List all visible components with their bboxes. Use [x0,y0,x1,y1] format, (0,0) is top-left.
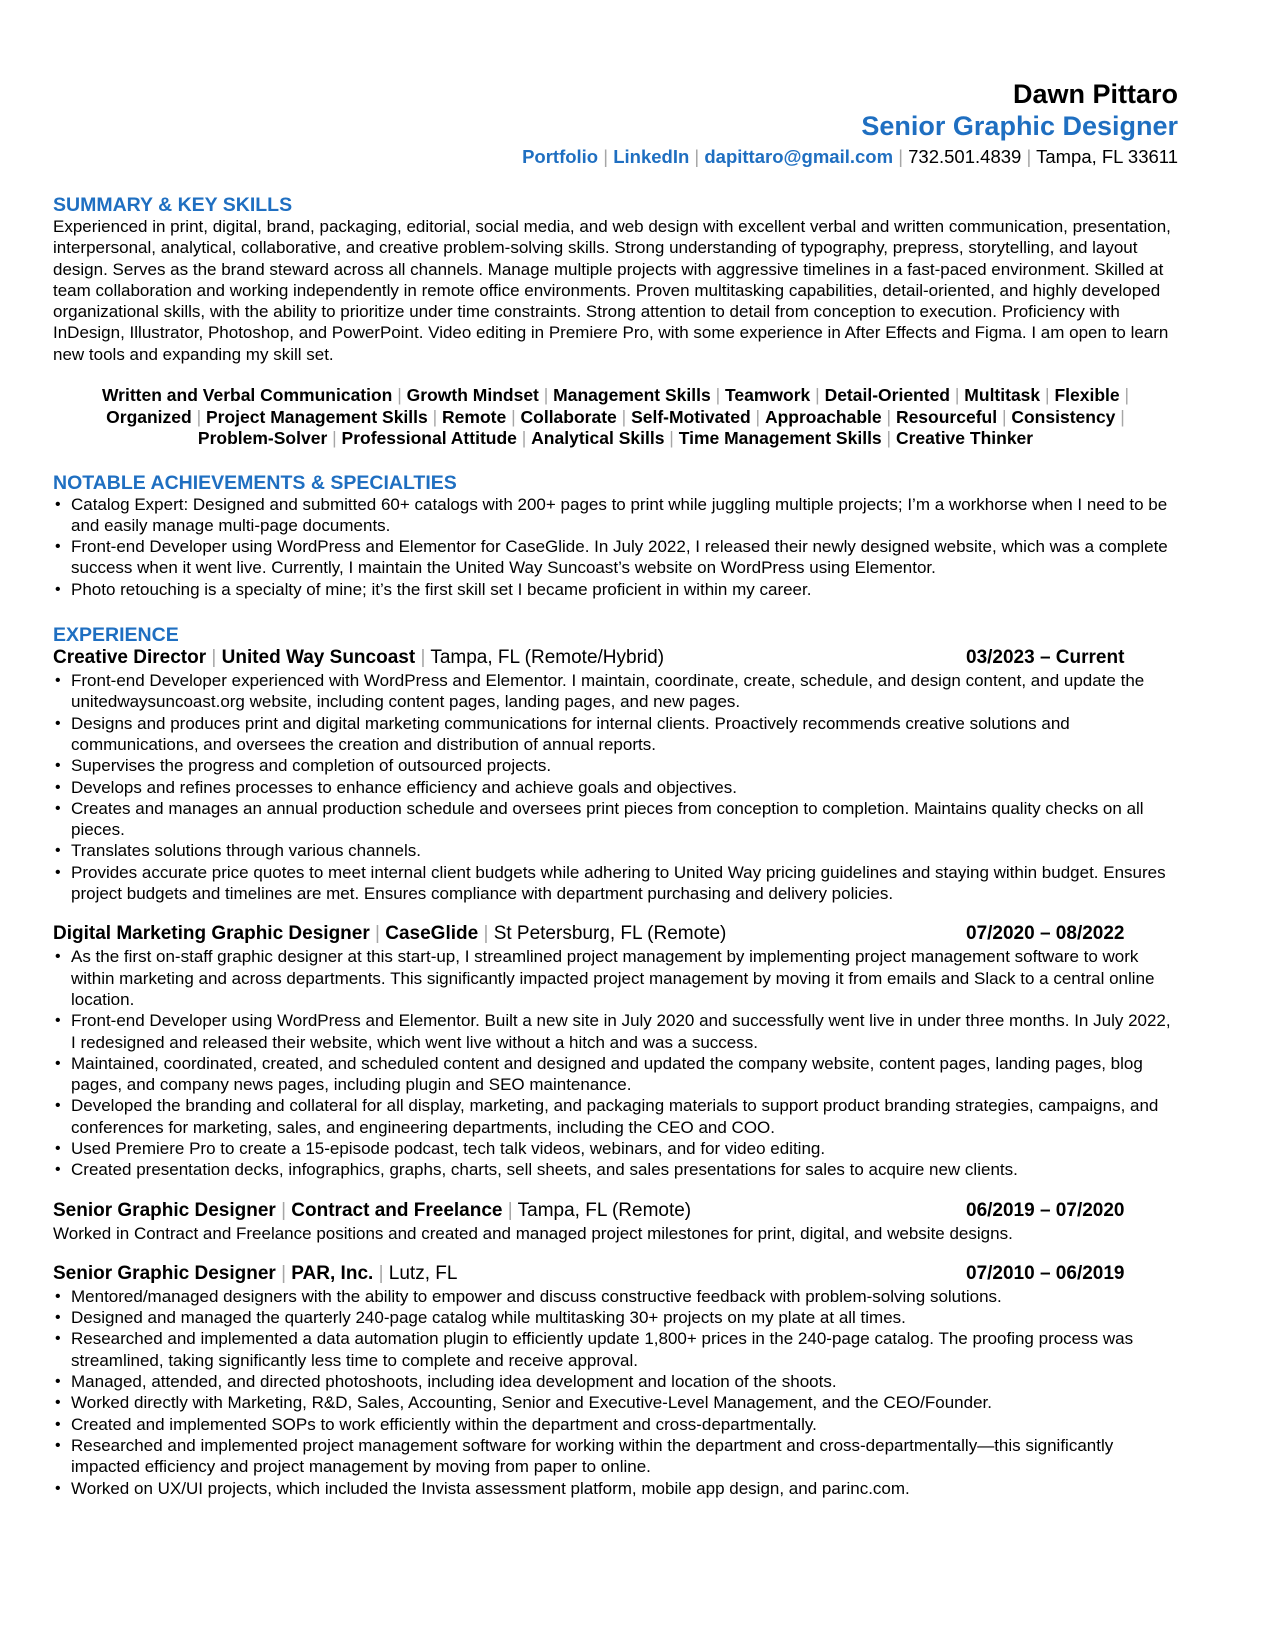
separator: | [898,146,903,167]
skill-item: Creative Thinker [895,428,1034,449]
job-bullets [53,946,1178,1180]
job-description: Worked in Contract and Freelance positions and created and managed project milestones for print, digital, and website designs. [53,1223,1013,1243]
job-role: Digital Marketing Graphic Designer [53,923,370,945]
job-bullets [53,670,1178,904]
experience-section [53,624,1178,1499]
separator: | [478,923,494,945]
separator: | [603,146,609,167]
job-role: Creative Director [53,647,207,669]
skill-item: Management Skills [553,385,711,406]
job-location: Tampa, FL (Remote) [517,1199,692,1221]
skill-item: Analytical Skills [531,428,665,449]
separator: | [538,385,554,406]
contact-line [53,144,1178,170]
job-title-line [53,646,1178,670]
skill-item: Written and Verbal Communication [101,385,393,406]
skills-row [53,385,1178,407]
job-entry [53,922,1178,1180]
separator: | [191,406,206,427]
job-bullet: • Researched and implemented project management software for working within the department and cross-departmentally—this significantly impacted efficiency and project management by moving from paper to online. [53,1435,1178,1478]
job-bullet: • Created and implemented SOPs to work efficiently within the department and cross-departmentally. [53,1414,1178,1435]
job-bullet: • Designed and managed the quarterly 240-page catalog while multitasking 30+ projects on my plate at all times. [53,1307,1178,1328]
separator: | [427,406,443,427]
separator: | [997,406,1012,427]
job-bullet: • Designs and produces print and digital marketing communications for internal clients. Proactively recommends creative solutions and communications, and oversees the creation and distribution of annual reports. [53,713,1178,756]
job-bullet: • Managed, attended, and directed photoshoots, including idea development and location of the shoots. [53,1371,1178,1392]
skills-row [53,428,1178,450]
job-bullet: • Researched and implemented a data automation plugin to efficiently update 1,800+ prices in the 240-page catalog. The proofing process was streamlined, taking significantly less time to complete and receive approval. [53,1328,1178,1371]
job-role: Senior Graphic Designer [53,1199,276,1221]
experience-heading: EXPERIENCE [53,624,179,647]
skill-item: Teamwork [725,385,811,406]
separator: | [1026,146,1032,167]
portfolio-link[interactable]: Portfolio [522,146,599,167]
achievement-item: • Front-end Developer using WordPress and Elementor for CaseGlide. In July 2022, I released their newly designed website, which was a complete success when it went live. Currently, I maintain the United Way Suncoast’s website on WordPress using Elementor. [53,536,1178,579]
separator: | [881,406,896,427]
summary-section [53,194,1178,450]
job-bullet: • Develops and refines processes to enhance efficiency and achieve goals and objectives. [53,777,1178,798]
skill-item: Collaborate [520,406,617,427]
separator: | [506,406,521,427]
skill-item: Resourceful [895,406,998,427]
separator: | [369,923,386,945]
job-bullet: • Creates and manages an annual production schedule and oversees print pieces from conception to completion. Maintains quality checks on all pieces. [53,798,1178,841]
job-company: United Way Suncoast [221,647,416,669]
job-dates: 07/2010 – 06/2019 [966,1262,1125,1284]
job-bullet: • Created presentation decks, infographics, graphs, charts, sell sheets, and sales presentations for sales to acquire new clients. [53,1159,1178,1180]
job-bullet: • As the first on-staff graphic designer at this start-up, I streamlined project management by implementing project management software to work within marketing and across departments. This significantly impacted project management by moving it from emails and Slack to a central online location. [53,946,1178,1010]
separator: | [373,1262,389,1284]
location: Tampa, FL 33611 [1036,146,1178,167]
job-role: Senior Graphic Designer [53,1262,276,1284]
job-bullet: • Supervises the progress and completion of outsourced projects. [53,755,1178,776]
separator: | [327,428,342,449]
separator: | [950,385,965,406]
job-bullet: • Translates solutions through various channels. [53,840,1178,861]
achievement-item: • Catalog Expert: Designed and submitted 60+ catalogs with 200+ pages to print while juggling multiple projects; I’m a workhorse when I need to be and easily manage multi-page documents. [53,494,1178,537]
skill-item: Time Management Skills [678,428,882,449]
linkedin-link[interactable]: LinkedIn [613,146,690,167]
summary-heading: SUMMARY & KEY SKILLS [53,194,293,216]
job-company: PAR, Inc. [291,1262,374,1284]
skill-item: Self-Motivated [631,406,751,427]
job-title-line [53,1199,1178,1223]
job-bullet: • Provides accurate price quotes to meet internal client budgets while adhering to United Way pricing guidelines and staying within budget. Ensures project budgets and timelines are met. Ensures compliance with department purchasing and delivery policies. [53,862,1178,905]
separator: | [275,1262,292,1284]
separator: | [694,146,700,167]
job-bullet: • Developed the branding and collateral for all display, marketing, and packaging materials to support product branding strategies, campaigns, and conferences for marketing, sales, and engineering departments, including the CEO and COO. [53,1095,1178,1138]
skill-item: Consistency [1011,406,1116,427]
job-dates: 03/2023 – Current [966,647,1125,669]
separator: | [750,406,765,427]
separator: | [392,385,407,406]
skill-item: Approachable [764,406,882,427]
job-company: Contract and Freelance [291,1199,503,1221]
achievements-heading: NOTABLE ACHIEVEMENTS & SPECIALTIES [53,471,457,494]
separator: | [616,406,632,427]
separator: | [1040,385,1055,406]
achievements-section [53,472,1178,600]
separator: | [502,1199,518,1221]
skills-row [53,407,1178,429]
skills-list [53,385,1178,450]
job-bullet: • Front-end Developer using WordPress and Elementor. Built a new site in July 2020 and successfully went live in under three months. In July 2022, I redesigned and released their website, which went live without a hitch and was a success. [53,1010,1178,1053]
skill-item: Problem-Solver [197,428,328,449]
job-title-line [53,922,1178,946]
achievements-list [53,494,1178,600]
job-location: Tampa, FL (Remote/Hybrid) [430,647,665,669]
email-link[interactable]: dapittaro@gmail.com [704,146,894,167]
job-entry [53,1262,1178,1499]
job-bullet: • Mentored/managed designers with the ability to empower and discuss constructive feedback with problem-solving solutions. [53,1286,1178,1307]
job-bullet: • Used Premiere Pro to create a 15-episode podcast, tech talk videos, webinars, and for video editing. [53,1138,1178,1159]
separator: | [881,428,896,449]
skill-item: Organized [106,406,192,427]
skill-item: Multitask [964,385,1041,406]
separator: | [206,647,222,669]
separator: | [810,385,825,406]
job-bullet: • Worked directly with Marketing, R&D, Sales, Accounting, Senior and Executive-Level Management, and the CEO/Founder. [53,1392,1178,1413]
job-entry [53,646,1178,904]
skill-item: Flexible [1054,385,1120,406]
achievement-item: • Photo retouching is a specialty of mine; it’s the first skill set I became proficient in within my career. [53,579,1178,600]
separator: | [1115,406,1125,427]
summary-text: Experienced in print, digital, brand, packaging, editorial, social media, and web design with excellent verbal and written communication, presentation, interpersonal, analytical, collaborative, and creative problem-solving skills. Strong understanding of typography, prepress, storytelling, and layout design. Serves as the brand steward across all channels. Manage multiple projects with aggressive timelines in a fast-paced environment. Skilled at team collaboration and working independently in remote office environments. Proven multitasking capabilities, detail-oriented, and highly developed organizational skills, with the ability to prioritize under time constraints. Strong attention to detail from conception to execution. Proficiency with InDesign, Illustrator, Photoshop, and PowerPoint. Video editing in Premiere Pro, with some experience in After Effects and Figma. I am open to learn new tools and expanding my skill set. [53,217,1171,364]
job-company: CaseGlide [385,923,479,945]
job-bullet: • Worked on UX/UI projects, which included the Invista assessment platform, mobile app design, and parinc.com. [53,1478,1178,1499]
phone-number: 732.501.4839 [908,146,1022,167]
job-entry [53,1199,1178,1244]
resume-header [53,78,1178,170]
resume-page [53,78,1178,1499]
job-bullets [53,1286,1178,1499]
job-bullet: • Maintained, coordinated, created, and scheduled content and designed and updated the company website, content pages, landing pages, blog pages, and company news pages, including plugin and SEO maintenance. [53,1053,1178,1096]
job-bullet: • Front-end Developer experienced with WordPress and Elementor. I maintain, coordinate, create, schedule, and design content, and update the unitedwaysuncoast.org website, including content pages, landing pages, and new pages. [53,670,1178,713]
job-location: St Petersburg, FL (Remote) [493,923,727,945]
separator: | [275,1199,292,1221]
separator: | [516,428,532,449]
job-dates: 06/2019 – 07/2020 [966,1199,1125,1221]
skill-item: Professional Attitude [341,428,517,449]
skill-item: Growth Mindset [406,385,539,406]
job-title-line [53,1262,1178,1286]
candidate-title: Senior Graphic Designer [861,111,1178,141]
job-dates: 07/2020 – 08/2022 [966,923,1125,945]
skill-item: Project Management Skills [206,406,428,427]
separator: | [1119,385,1130,406]
separator: | [710,385,726,406]
candidate-name: Dawn Pittaro [1012,79,1178,109]
skill-item: Detail-Oriented [824,385,951,406]
separator: | [415,647,431,669]
separator: | [664,428,679,449]
skill-item: Remote [442,406,507,427]
job-list [53,646,1178,1499]
job-location: Lutz, FL [388,1262,458,1284]
